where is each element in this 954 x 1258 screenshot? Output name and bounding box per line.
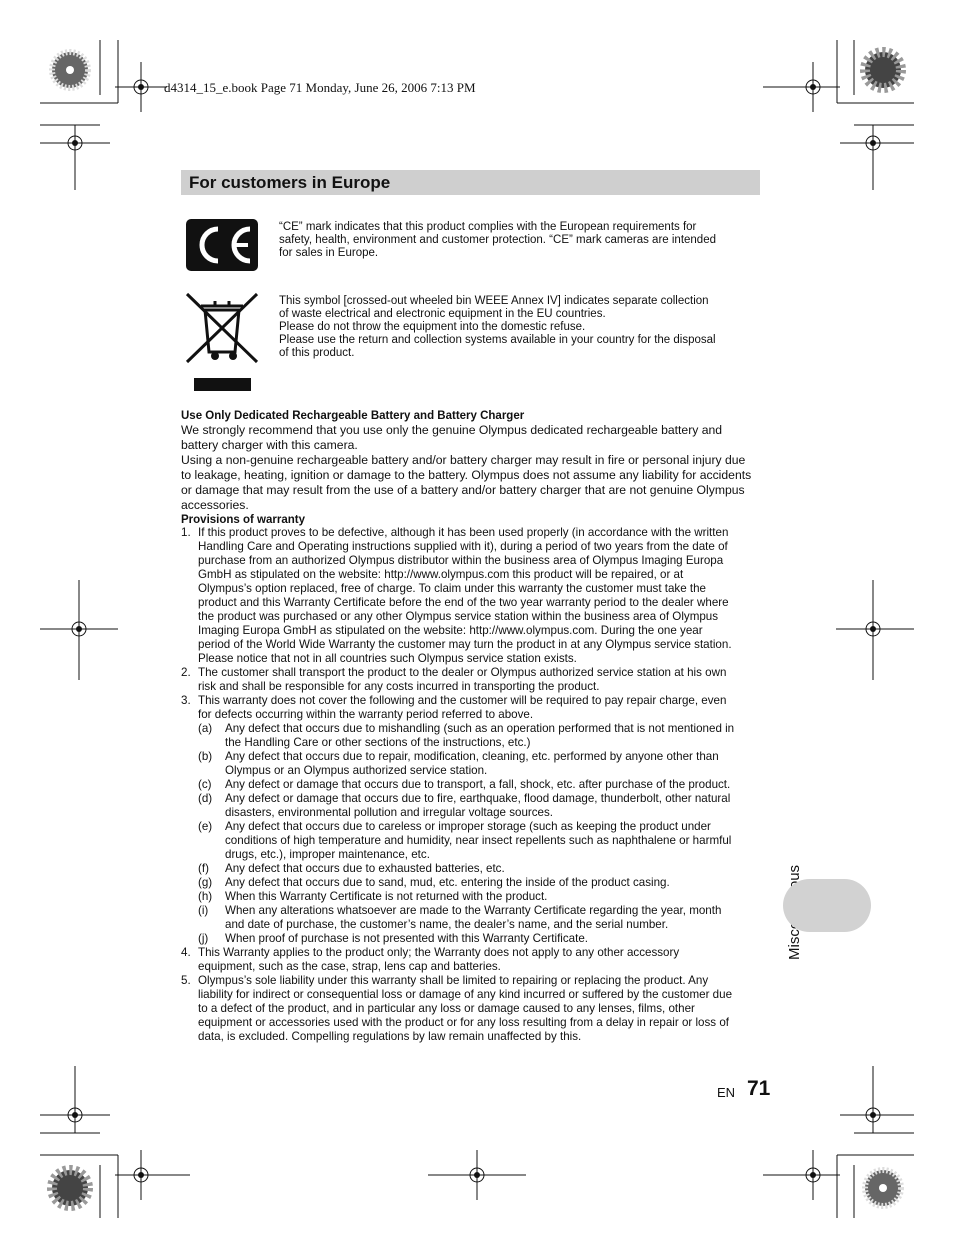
subitem-label: (h) xyxy=(198,890,213,903)
subitem-label: (f) xyxy=(198,862,209,875)
item-line: liability for indirect or consequential loss or damage of any kind incurred or suffered by the customer due xyxy=(198,988,733,1001)
item-number: 2. xyxy=(181,666,191,679)
battery-line: battery charger with this camera. xyxy=(181,438,358,452)
ce-description xyxy=(279,221,759,260)
subitem xyxy=(198,932,781,946)
section-title-bar xyxy=(181,170,760,195)
item-line: purchase from an authorized Olympus distributor within the business area of Olympus Imaging Europa xyxy=(198,554,724,567)
subitem-line: disasters, environmental pollution and irregular voltage sources. xyxy=(225,806,554,819)
item-line: The customer shall transport the product to the dealer or Olympus authorized service station at his own xyxy=(198,666,727,679)
subitem-line: Any defect that occurs due to sand, mud, etc. entering the inside of the product casing. xyxy=(225,876,670,889)
subitem-line: the Handling Care or other sections of the instructions, etc.) xyxy=(225,736,531,749)
subitem xyxy=(198,792,781,820)
subitem-line: Any defect that occurs due to repair, modification, cleaning, etc. performed by anyone other than xyxy=(225,750,719,763)
ce-mark-icon xyxy=(186,219,258,271)
subitem-line: Any defect that occurs due to exhausted batteries, etc. xyxy=(225,862,505,875)
item-line: period of the World Wide Warranty the customer may turn the product in at any Olympus service station. xyxy=(198,638,732,651)
item-line: If this product proves to be defective, although it has been used properly (in accordance with the written xyxy=(198,526,729,539)
item-line: Imaging Europa GmbH as stipulated on the website: http://www.olympus.com. During the one year xyxy=(198,624,703,637)
battery-line: Using a non-genuine rechargeable battery and/or battery charger may result in fire or personal injury due xyxy=(181,453,746,467)
weee-line: of waste electrical and electronic equipment in the EU countries. xyxy=(279,308,606,320)
crossed-out-bin-icon xyxy=(185,292,260,392)
battery-heading: Use Only Dedicated Rechargeable Battery and Battery Charger xyxy=(181,410,525,422)
warranty-item xyxy=(181,526,781,666)
weee-description xyxy=(279,295,759,360)
item-line: equipment, such as the case, strap, lens cap and batteries. xyxy=(198,960,501,973)
warranty-item xyxy=(181,946,781,974)
item-line: for defects occurring within the warranty period referred to above. xyxy=(198,708,534,721)
battery-line: to leakage, heating, ignition or damage to the battery. Olympus does not assume any liability for accidents xyxy=(181,468,752,482)
section-title: For customers in Europe xyxy=(189,173,391,192)
subitem-line: Any defect or damage that occurs due to fire, earthquake, flood damage, thunderbolt, other natural xyxy=(225,792,731,805)
warranty-list xyxy=(181,526,781,1044)
subitem-line: drugs, etc.), improper maintenance, etc. xyxy=(225,848,430,861)
subitem-line: When proof of purchase is not presented with this Warranty Certificate. xyxy=(225,932,589,945)
warranty-heading: Provisions of warranty xyxy=(181,514,305,526)
ce-line: safety, health, environment and customer protection. “CE” mark cameras are intended xyxy=(279,234,716,246)
warranty-item xyxy=(181,974,781,1044)
item-number: 3. xyxy=(181,694,191,707)
weee-line: This symbol [crossed-out wheeled bin WEEE Annex IV] indicates separate collection xyxy=(279,295,709,307)
item-line: product and this Warranty Certificate before the end of the two year warranty period to the dealer where xyxy=(198,596,729,609)
battery-line: We strongly recommend that you use only the genuine Olympus dedicated rechargeable battery and xyxy=(181,423,723,437)
subitem xyxy=(198,820,781,862)
subitem-line: Any defect that occurs due to mishandling (such as an operation performed that is not mentioned in xyxy=(225,722,735,735)
subitem-line: Any defect or damage that occurs due to transport, a fall, shock, etc. after purchase of the product. xyxy=(225,778,731,791)
weee-line: Please use the return and collection systems available in your country for the disposal xyxy=(279,334,716,346)
item-line: risk and shall be responsible for any costs incurred in transporting the product. xyxy=(198,680,600,693)
battery-line: accessories. xyxy=(181,498,249,512)
item-line: Olympus’s sole liability under this warranty shall be limited to repairing or replacing the product. Any xyxy=(198,974,709,987)
item-line: Please notice that not in all countries such Olympus service station exists. xyxy=(198,652,577,665)
item-number: 4. xyxy=(181,946,191,959)
subitem-line: Olympus or an Olympus authorized service station. xyxy=(225,764,488,777)
weee-line: of this product. xyxy=(279,347,355,359)
item-line: This Warranty applies to the product only; the Warranty does not apply to any other accessory xyxy=(198,946,680,959)
ce-line: “CE” mark indicates that this product complies with the European requirements for xyxy=(279,221,697,233)
item-line: Olympus’s option replaced, free of charge. To claim under this warranty the customer must take the xyxy=(198,582,707,595)
subitem-line: When this Warranty Certificate is not returned with the product. xyxy=(225,890,548,903)
warranty-item xyxy=(181,694,781,722)
battery-line: or damage that may result from the use of a battery and/or battery charger that are not genuine Olympus xyxy=(181,483,745,497)
item-line: to a defect of the product, and in particular any loss or damage caused to any lenses, films, other xyxy=(198,1002,695,1015)
subitem-label: (c) xyxy=(198,778,212,791)
book-file-info: d4314_15_e.book Page 71 Monday, June 26, 2006 7:13 PM xyxy=(164,80,476,95)
warranty-subitems xyxy=(181,722,781,946)
subitem xyxy=(198,750,781,778)
subitem-line: When any alterations whatsoever are made to the Warranty Certificate regarding the year, month xyxy=(225,904,722,917)
subitem xyxy=(198,722,781,750)
ce-line: for sales in Europe. xyxy=(279,247,379,259)
subitem-line: and date of purchase, the customer’s name, the dealer’s name, and the serial number. xyxy=(225,918,669,931)
item-line: data, is excluded. Compelling regulations by law remain unaffected by this. xyxy=(198,1030,582,1043)
item-line: equipment or accessories used with the product or for any loss resulting from a delay in repair or loss of xyxy=(198,1016,729,1029)
item-line: Handling Care and Operating instructions supplied with it), during a period of two years from the date of xyxy=(198,540,728,553)
subitem-line: Any defect that occurs due to careless or improper storage (such as keeping the product under xyxy=(225,820,711,833)
item-line: This warranty does not cover the following and the customer will be required to pay repair charge, even xyxy=(198,694,727,707)
item-line: GmbH as stipulated on the website: http://www.olympus.com this product will be repaired, or at xyxy=(198,568,684,581)
subitem-label: (a) xyxy=(198,722,213,735)
subitem xyxy=(198,862,781,876)
subitem xyxy=(198,778,781,792)
item-number: 5. xyxy=(181,974,191,987)
subitem-label: (b) xyxy=(198,750,213,763)
page-number: 71 xyxy=(747,1077,771,1100)
subitem-label: (d) xyxy=(198,792,213,805)
warranty-item xyxy=(181,666,781,694)
footer-language: EN xyxy=(717,1085,736,1100)
subitem-label: (g) xyxy=(198,876,213,889)
item-number: 1. xyxy=(181,526,191,539)
subitem-label: (i) xyxy=(198,904,209,917)
weee-line: Please do not throw the equipment into the domestic refuse. xyxy=(279,321,586,333)
subitem xyxy=(198,904,781,932)
battery-section xyxy=(181,409,781,527)
subitem xyxy=(198,876,781,890)
item-line: the product was purchased or any other Olympus service station within the business area of Olympus xyxy=(198,610,719,623)
subitem-line: conditions of high temperature and humidity, near insect repellents such as naphthalene or harmful xyxy=(225,834,732,847)
subitem xyxy=(198,890,781,904)
subitem-label: (e) xyxy=(198,820,213,833)
chapter-thumb-tab xyxy=(783,879,871,932)
subitem-label: (j) xyxy=(198,932,209,945)
